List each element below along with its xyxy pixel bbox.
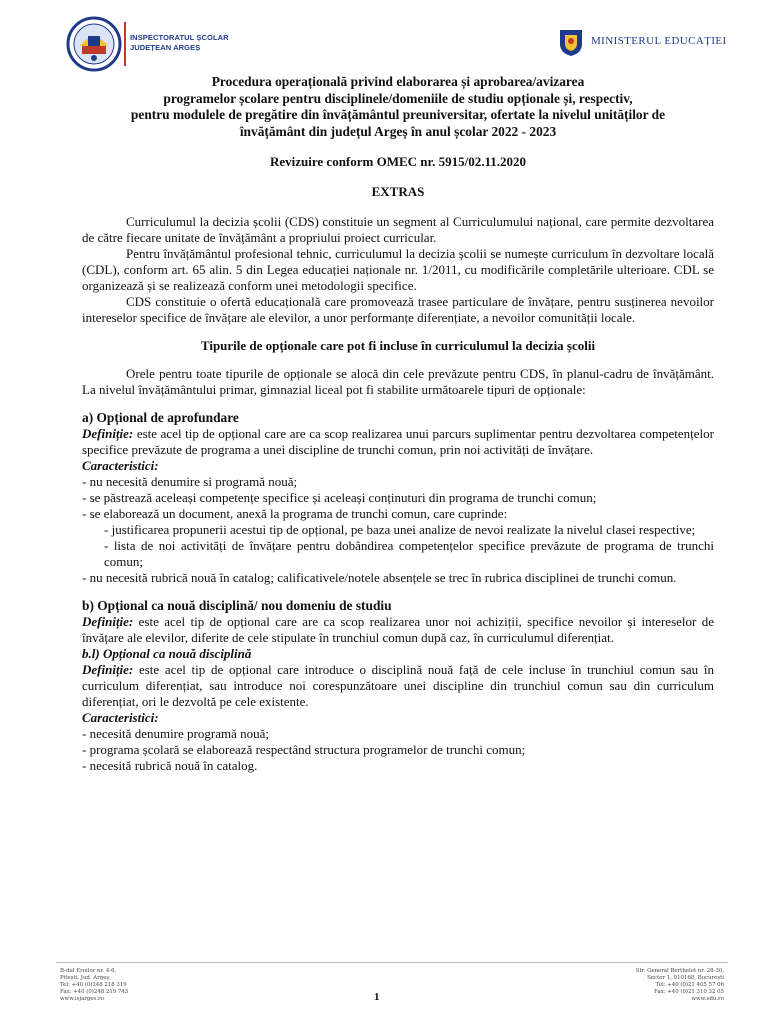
page-footer <box>56 962 728 1012</box>
footer-ministry-contact: Str. General Berthelot nr. 28-30, Sector 1, 010168, București Tel: +40 (0)21 405 57 06 Fax: +40 (0)21 310 32 05 www.edu.ro <box>635 968 724 1002</box>
list-item: - necesită rubrică nouă în catalog. <box>82 758 258 773</box>
document-body <box>82 74 714 774</box>
document-title: Procedura operațională privind elaborarea și aprobarea/avizarea programelor școlare pentru disciplinele/domeniile de studiu opționale și, respectiv, pentru modulele de pregătire din învățământul preuniversitar, ofertate la nivelul unităților de învățământ din județul Argeș în anul școlar 2022 - 2023 <box>130 74 666 139</box>
types-heading: Tipurile de opționale care pot fi incluse în curriculumul la decizia școlii <box>200 338 596 353</box>
list-item: - nu necesită denumire si programă nouă; <box>82 474 298 489</box>
list-subitem: - justificarea propunerii acestui tip de opțional, pe baza unei analize de nevoi realizate la nivelul clasei respective; <box>104 522 696 537</box>
characteristics-a-label: Caracteristici: <box>82 458 159 473</box>
section-a-heading: a) Opțional de aprofundare <box>82 410 239 425</box>
page-header <box>0 0 768 80</box>
ministry-name: MINISTERUL EDUCAȚIEI <box>591 35 727 47</box>
footer-isj-contact: B-dul Eroilor nr. 4-6, Pitești, Jud. Argeș, Tel: +40 (0)248 218 319 Fax: +40 (0)248 219 743 www.isjarges.ro <box>60 968 129 1002</box>
footer-divider <box>56 962 728 963</box>
isj-name: INSPECTORATUL ȘCOLAR JUDEȚEAN ARGEȘ <box>130 33 229 52</box>
list-item: - se păstrează aceleași competențe specifice și aceleași conținuturi din programa de trunchi comun; <box>82 490 597 505</box>
paragraph-types-intro: Orele pentru toate tipurile de opționale se alocă din cele prevăzute pentru CDS, în planul-cadru de învățământ. La nivelul învățământului primar, gimnazial liceal pot fi stabilite următoarele tipuri de opționale: <box>82 366 714 397</box>
section-b-heading: b) Opțional ca nouă disciplină/ nou domeniu de studiu <box>82 598 392 613</box>
definition-b1: Definiție: este acel tip de opțional care introduce o disciplină nouă față de cele incluse în trunchiul comun sau în curriculum diferențiat, sau introduce noi corespunzătoare unei discipline din trunchiul comun sau din curriculum diferențiat, ori le dezvoltă pe cele existente. <box>82 662 714 709</box>
characteristics-b-label: Caracteristici: <box>82 710 159 725</box>
ministry-coat-of-arms-icon <box>556 26 586 58</box>
list-item: - programa școlară se elaborează respectând structura programelor de trunchi comun; <box>82 742 526 757</box>
list-item: - se elaborează un document, anexă la programa de trunchi comun, care cuprinde: <box>82 506 508 521</box>
extras-heading: EXTRAS <box>371 184 425 199</box>
revision-line: Revizuire conform OMEC nr. 5915/02.11.2020 <box>269 154 526 169</box>
list-item: - nu necesită rubrică nouă în catalog; calificativele/notele absențele se trec în rubrica disciplinei de trunchi comun. <box>82 570 677 585</box>
paragraph-cds-offer: CDS constituie o ofertă educațională care promovează trasee particulare de învățare, pentru susținerea nevoilor intereselor specifice de învățare ale elevilor, a unor performanțe diferențiate, a nevoilor comunității locale. <box>82 294 714 325</box>
paragraph-cds: Curriculumul la decizia școlii (CDS) constituie un segment al Curriculumului național, care permite dezvoltarea de către fiecare unitate de învățământ a propriului proiect curricular. <box>82 214 714 245</box>
isj-arges-logo-icon <box>66 16 122 72</box>
definition-b: Definiție: este acel tip de opțional care are ca scop realizarea unor noi achiziții, specifice nevoilor și intereselor de învățare ale elevilor, diferite de cele stipulate în trunchiul comun după caz, în curriculumul diferențiat. <box>82 614 714 645</box>
section-b1-heading: b.l) Opțional ca nouă disciplină <box>82 646 252 661</box>
page-number: 1 <box>374 991 380 1003</box>
isj-logo-divider <box>124 22 126 66</box>
list-item: - necesită denumire programă nouă; <box>82 726 269 741</box>
definition-a: Definiție: este acel tip de opțional care are ca scop realizarea unui parcurs suplimentar pentru dezvoltarea competențelor specifice prevăzute de programa a unei discipline de trunchi comun, prin noi activități de învățare. <box>82 426 714 457</box>
list-subitem: - lista de noi activități de învățare pentru dobândirea competențelor specifice prevăzute de programa de trunchi comun; <box>104 538 714 569</box>
paragraph-cdl: Pentru învățământul profesional tehnic, curriculumul la decizia școlii se numește curriculum în dezvoltare locală (CDL), conform art. 65 alin. 5 din Legea educației naționale nr. 1/2011, cu modificările completările ulterioare. CDL se organizează și se realizează conform unei metodologii specifice. <box>82 246 714 293</box>
